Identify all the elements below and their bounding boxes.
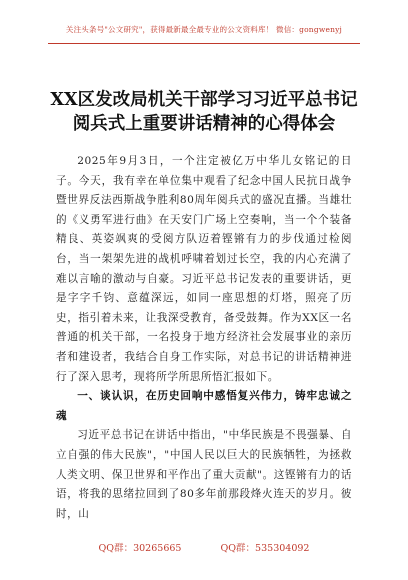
header-promo-note: 关注头条号"公文研究"，获得最新最全最专业的公文资料库！ 微信：gongwenyj <box>65 25 343 34</box>
footer-qq-group-2: QQ群：535304092 <box>220 543 310 554</box>
section-heading-1: 一、谈认识，在历史回响中感悟复兴伟力，铸牢忠诚之魂 <box>56 390 352 422</box>
footer-contact <box>0 540 408 554</box>
intro-paragraph: 2025年9月3日，一个注定被亿万中华儿女铭记的日子。今天，我有幸在单位集中观看了纪念中国人民抗日战争暨世界反法西斯战争胜利80周年阅兵式的盛况直播。当雄壮的《义勇军进行曲》在天安门广场上空奏响，当一个个装备精良、英姿飒爽的受阅方队迈着铿锵有力的步伐通过检阅台，当一架架先进的战机呼啸着划过长空，我的内心充满了难以言喻的激动与自豪。习近平总书记发表的重要讲话，更是字字千钧、意蕴深远，如同一座思想的灯塔，照亮了历史，指引着未来，让我深受教育，备受鼓舞。作为XX区一名普通的机关干部，一名投身于地方经济社会发展事业的亲历者和建设者，我结合自身工作实际，对总书记的讲话精神进行了深入思考，现将所学所思所悟汇报如下。 <box>56 155 352 383</box>
section-1-paragraph: 习近平总书记在讲话中指出，"中华民族是不畏强暴、自立自强的伟大民族"，"中国人民以巨大的民族牺牲，为拯救人类文明、保卫世界和平作出了重大贡献"。这铿锵有力的话语，将我的思绪拉回到了80多年前那段烽火连天的岁月。彼时，山 <box>56 429 352 520</box>
footer-qq-group-1: QQ群：30265665 <box>98 543 182 554</box>
title-line-2: 阅兵式上重要讲话精神的心得体会 <box>72 114 336 134</box>
title-line-1: XX区发改局机关干部学习习近平总书记 <box>50 90 358 110</box>
header-divider <box>48 43 360 44</box>
document-title <box>40 88 368 136</box>
document-body <box>56 152 352 524</box>
